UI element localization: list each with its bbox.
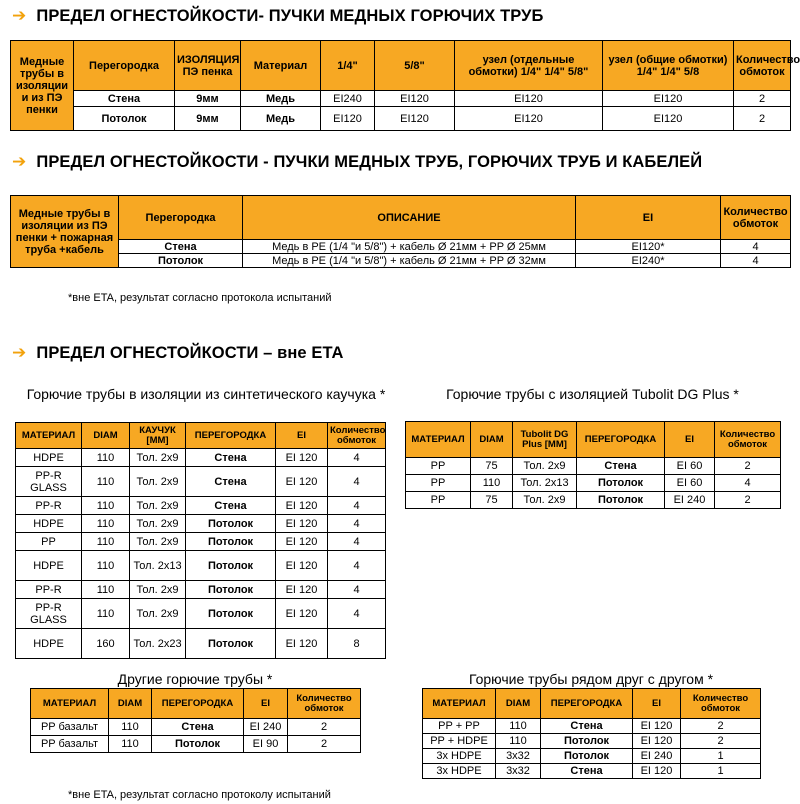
table-cell: Потолок <box>74 107 175 131</box>
column-header: ПЕРЕГОРОДКА <box>577 422 665 458</box>
column-header: DIAM <box>496 689 541 719</box>
table-cell: PP <box>406 475 471 492</box>
table-cell: Тол. 2x9 <box>130 533 186 551</box>
column-header: DIAM <box>471 422 513 458</box>
table-cell: EI240* <box>576 254 721 268</box>
table-cell: 110 <box>82 551 130 581</box>
column-header: EI <box>665 422 715 458</box>
table-cell: 4 <box>328 515 386 533</box>
column-header: ИЗОЛЯЦИЯ ПЭ пенка <box>175 41 241 91</box>
column-header: КАУЧУК [MM] <box>130 423 186 449</box>
table-cell: EI 240 <box>665 492 715 509</box>
section1-row-header: Медные трубы в изоляции и из ПЭ пенки <box>11 41 74 131</box>
table-cell: EI120 <box>455 107 603 131</box>
table-cell: Тол. 2x9 <box>130 449 186 467</box>
table-cell: EI240 <box>321 91 375 107</box>
table-cell: EI 240 <box>633 749 681 764</box>
table-cell: 4 <box>721 254 791 268</box>
section2-note: *вне ETA, результат согласно протокола испытаний <box>68 292 332 304</box>
table-row <box>423 749 761 764</box>
column-header: EI <box>244 689 288 719</box>
table-cell: Тол. 2x13 <box>513 475 577 492</box>
table-row <box>406 458 781 475</box>
table-cell: EI120 <box>375 91 455 107</box>
table-cell: EI120* <box>576 240 721 254</box>
table-cell: 2 <box>681 719 761 734</box>
section2-title: ПРЕДЕЛ ОГНЕСТОЙКОСТИ - ПУЧКИ МЕДНЫХ ТРУБ, ГОРЮЧИХ ТРУБ И КАБЕЛЕЙ <box>36 153 703 171</box>
table-cell: Стена <box>74 91 175 107</box>
column-header: ПЕРЕГОРОДКА <box>152 689 244 719</box>
section2-table <box>10 195 791 268</box>
table-cell: 2 <box>288 719 361 736</box>
table-cell: EI 120 <box>276 533 328 551</box>
table-cell: 2 <box>681 734 761 749</box>
section1-heading <box>12 6 543 26</box>
table-cell: Потолок <box>577 492 665 509</box>
table-cell: Стена <box>119 240 243 254</box>
table-cell: 4 <box>328 449 386 467</box>
table-cell: 4 <box>328 551 386 581</box>
table-cell: Потолок <box>186 533 276 551</box>
arrow-right-icon: ➔ <box>12 152 27 171</box>
column-header: EI <box>633 689 681 719</box>
table-cell: Потолок <box>186 551 276 581</box>
table-row <box>11 254 791 268</box>
column-header: Tubolit DG Plus [MM] <box>513 422 577 458</box>
table-cell: Тол. 2x23 <box>130 629 186 659</box>
table-cell: PP-R <box>16 581 82 599</box>
table-cell: EI120 <box>603 91 734 107</box>
table-cell: Тол. 2x9 <box>130 515 186 533</box>
column-header: DIAM <box>109 689 152 719</box>
table-cell: PP <box>406 458 471 475</box>
table-b-caption: Горючие трубы с изоляцией Tubolit DG Plus * <box>446 386 739 402</box>
table-cell: Потолок <box>186 599 276 629</box>
table-row <box>406 492 781 509</box>
column-header: узел (общие обмотки) 1/4" 1/4" 5/8 <box>603 41 734 91</box>
column-header: Перегородка <box>74 41 175 91</box>
table-cell: Тол. 2x9 <box>130 599 186 629</box>
table-cell: 110 <box>82 497 130 515</box>
table-row <box>16 629 386 659</box>
column-header: МАТЕРИАЛ <box>423 689 496 719</box>
column-header: Количество обмоток <box>328 423 386 449</box>
table-cell: 2 <box>734 91 791 107</box>
table-cell: HDPE <box>16 551 82 581</box>
table-a-caption: Горючие трубы в изоляции из синтетического каучука * <box>26 386 386 402</box>
table-cell: 9мм <box>175 107 241 131</box>
column-header: 5/8" <box>375 41 455 91</box>
table-cell: Потолок <box>186 629 276 659</box>
table-d-caption: Горючие трубы рядом друг с другом * <box>468 671 714 687</box>
table-row <box>423 734 761 749</box>
table-row <box>16 533 386 551</box>
column-header: узел (отдельные обмотки) 1/4" 1/4" 5/8" <box>455 41 603 91</box>
table-cell: 3x32 <box>496 764 541 779</box>
table-cell: 4 <box>328 599 386 629</box>
table-cell: 3x32 <box>496 749 541 764</box>
table-cell: EI120 <box>455 91 603 107</box>
table-cell: Тол. 2x9 <box>130 467 186 497</box>
table-cell: EI 60 <box>665 475 715 492</box>
column-header: Количество обмоток <box>734 41 791 91</box>
table-row <box>11 91 791 107</box>
table-cell: Стена <box>186 467 276 497</box>
table-row <box>16 497 386 515</box>
table-cell: 3x HDPE <box>423 764 496 779</box>
table-cell: Медь <box>241 107 321 131</box>
table-cell: 4 <box>715 475 781 492</box>
table-cell: Тол. 2x9 <box>513 492 577 509</box>
table-row <box>16 449 386 467</box>
table-cell: EI 120 <box>633 719 681 734</box>
table-cell: EI 120 <box>633 764 681 779</box>
section2-row-header: Медные трубы в изоляции из ПЭ пенки + пожарная труба +кабель <box>11 196 119 268</box>
arrow-right-icon: ➔ <box>12 343 27 362</box>
column-header: МАТЕРИАЛ <box>31 689 109 719</box>
column-header: Материал <box>241 41 321 91</box>
table-cell: 110 <box>496 734 541 749</box>
table-cell: 75 <box>471 492 513 509</box>
section2-heading <box>12 152 702 172</box>
table-cell: 110 <box>496 719 541 734</box>
table-cell: Медь <box>241 91 321 107</box>
table-cell: 110 <box>471 475 513 492</box>
table-cell: 2 <box>715 458 781 475</box>
table-cell: HDPE <box>16 629 82 659</box>
column-header: DIAM <box>82 423 130 449</box>
table-cell: Медь в PE (1/4 "и 5/8") + кабель Ø 21мм + PP Ø 32мм <box>243 254 576 268</box>
table-cell: Тол. 2x9 <box>513 458 577 475</box>
table-cell: EI 120 <box>276 467 328 497</box>
table-cell: 110 <box>109 719 152 736</box>
table-cell: PP-R <box>16 497 82 515</box>
table-row <box>423 719 761 734</box>
table-cell: Потолок <box>541 749 633 764</box>
table-cell: 110 <box>109 736 152 753</box>
table-cell: 160 <box>82 629 130 659</box>
table-cell: EI 120 <box>276 515 328 533</box>
table-cell: Стена <box>541 764 633 779</box>
table-cell: 4 <box>721 240 791 254</box>
table-cell: Тол. 2x9 <box>130 581 186 599</box>
table-cell: Потолок <box>577 475 665 492</box>
table-cell: EI120 <box>321 107 375 131</box>
table-cell: Стена <box>186 449 276 467</box>
table-cell: 2 <box>715 492 781 509</box>
table-cell: PP-R GLASS <box>16 599 82 629</box>
table-cell: EI120 <box>603 107 734 131</box>
table-cell: Стена <box>186 497 276 515</box>
table-cell: Потолок <box>186 581 276 599</box>
column-header: 1/4" <box>321 41 375 91</box>
table-cell: 110 <box>82 449 130 467</box>
table-row <box>16 581 386 599</box>
table-cell: 110 <box>82 599 130 629</box>
column-header: Перегородка <box>119 196 243 240</box>
table-cell: Потолок <box>541 734 633 749</box>
table-cell: 2 <box>288 736 361 753</box>
section1-title: ПРЕДЕЛ ОГНЕСТОЙКОСТИ- ПУЧКИ МЕДНЫХ ГОРЮЧИХ ТРУБ <box>36 7 544 25</box>
table-cell: 9мм <box>175 91 241 107</box>
table-cell: Тол. 2x9 <box>130 497 186 515</box>
section3-heading <box>12 343 343 363</box>
table-cell: EI 240 <box>244 719 288 736</box>
column-header: ПЕРЕГОРОДКА <box>186 423 276 449</box>
table-cell: EI 120 <box>276 629 328 659</box>
column-header: МАТЕРИАЛ <box>406 422 471 458</box>
column-header: МАТЕРИАЛ <box>16 423 82 449</box>
table-cell: PP <box>16 533 82 551</box>
table-cell: Тол. 2x13 <box>130 551 186 581</box>
table-cell: 110 <box>82 467 130 497</box>
table-a <box>15 422 386 659</box>
table-c-caption: Другие горючие трубы * <box>117 671 273 687</box>
table-cell: EI 120 <box>276 599 328 629</box>
table-row <box>11 107 791 131</box>
table-cell: 110 <box>82 533 130 551</box>
section3-note: *вне ETA, результат согласно протоколу испытаний <box>68 789 331 801</box>
table-cell: 4 <box>328 581 386 599</box>
table-cell: 110 <box>82 515 130 533</box>
table-cell: EI 90 <box>244 736 288 753</box>
table-cell: PP <box>406 492 471 509</box>
table-cell: PP базальт <box>31 719 109 736</box>
column-header: Количество обмоток <box>721 196 791 240</box>
table-cell: Потолок <box>119 254 243 268</box>
table-cell: HDPE <box>16 449 82 467</box>
column-header: ОПИСАНИЕ <box>243 196 576 240</box>
table-cell: 4 <box>328 497 386 515</box>
table-cell: 4 <box>328 467 386 497</box>
table-cell: EI 120 <box>276 551 328 581</box>
table-row <box>16 515 386 533</box>
table-cell: EI120 <box>375 107 455 131</box>
column-header: Количество обмоток <box>288 689 361 719</box>
table-cell: Стена <box>541 719 633 734</box>
table-row <box>11 240 791 254</box>
table-cell: Стена <box>577 458 665 475</box>
table-cell: 1 <box>681 749 761 764</box>
arrow-right-icon: ➔ <box>12 6 27 25</box>
table-cell: PP-R GLASS <box>16 467 82 497</box>
column-header: Количество обмоток <box>715 422 781 458</box>
table-row <box>423 764 761 779</box>
column-header: Количество обмоток <box>681 689 761 719</box>
table-cell: EI 60 <box>665 458 715 475</box>
table-row <box>31 719 361 736</box>
section1-table <box>10 40 800 131</box>
table-cell: 3x HDPE <box>423 749 496 764</box>
table-cell: EI 120 <box>276 497 328 515</box>
table-b <box>405 421 781 509</box>
column-header: ПЕРЕГОРОДКА <box>541 689 633 719</box>
table-row <box>406 475 781 492</box>
table-row <box>16 599 386 629</box>
table-c <box>30 688 361 753</box>
table-cell: 110 <box>82 581 130 599</box>
table-cell: 75 <box>471 458 513 475</box>
table-cell: Потолок <box>152 736 244 753</box>
table-row <box>16 467 386 497</box>
table-d <box>422 688 761 779</box>
table-cell: Стена <box>152 719 244 736</box>
table-cell: EI 120 <box>276 581 328 599</box>
table-row <box>31 736 361 753</box>
table-cell: Медь в PE (1/4 "и 5/8") + кабель Ø 21мм + PP Ø 25мм <box>243 240 576 254</box>
section3-title: ПРЕДЕЛ ОГНЕСТОЙКОСТИ – вне ETA <box>36 344 344 362</box>
table-cell: HDPE <box>16 515 82 533</box>
table-cell: EI 120 <box>276 449 328 467</box>
table-cell: 1 <box>681 764 761 779</box>
table-cell: EI 120 <box>633 734 681 749</box>
table-row <box>16 551 386 581</box>
table-cell: PP базальт <box>31 736 109 753</box>
table-cell: PP + HDPE <box>423 734 496 749</box>
table-cell: 4 <box>328 533 386 551</box>
table-cell: 8 <box>328 629 386 659</box>
table-cell: PP + PP <box>423 719 496 734</box>
table-cell: Потолок <box>186 515 276 533</box>
column-header: EI <box>276 423 328 449</box>
table-cell: 2 <box>734 107 791 131</box>
column-header: EI <box>576 196 721 240</box>
